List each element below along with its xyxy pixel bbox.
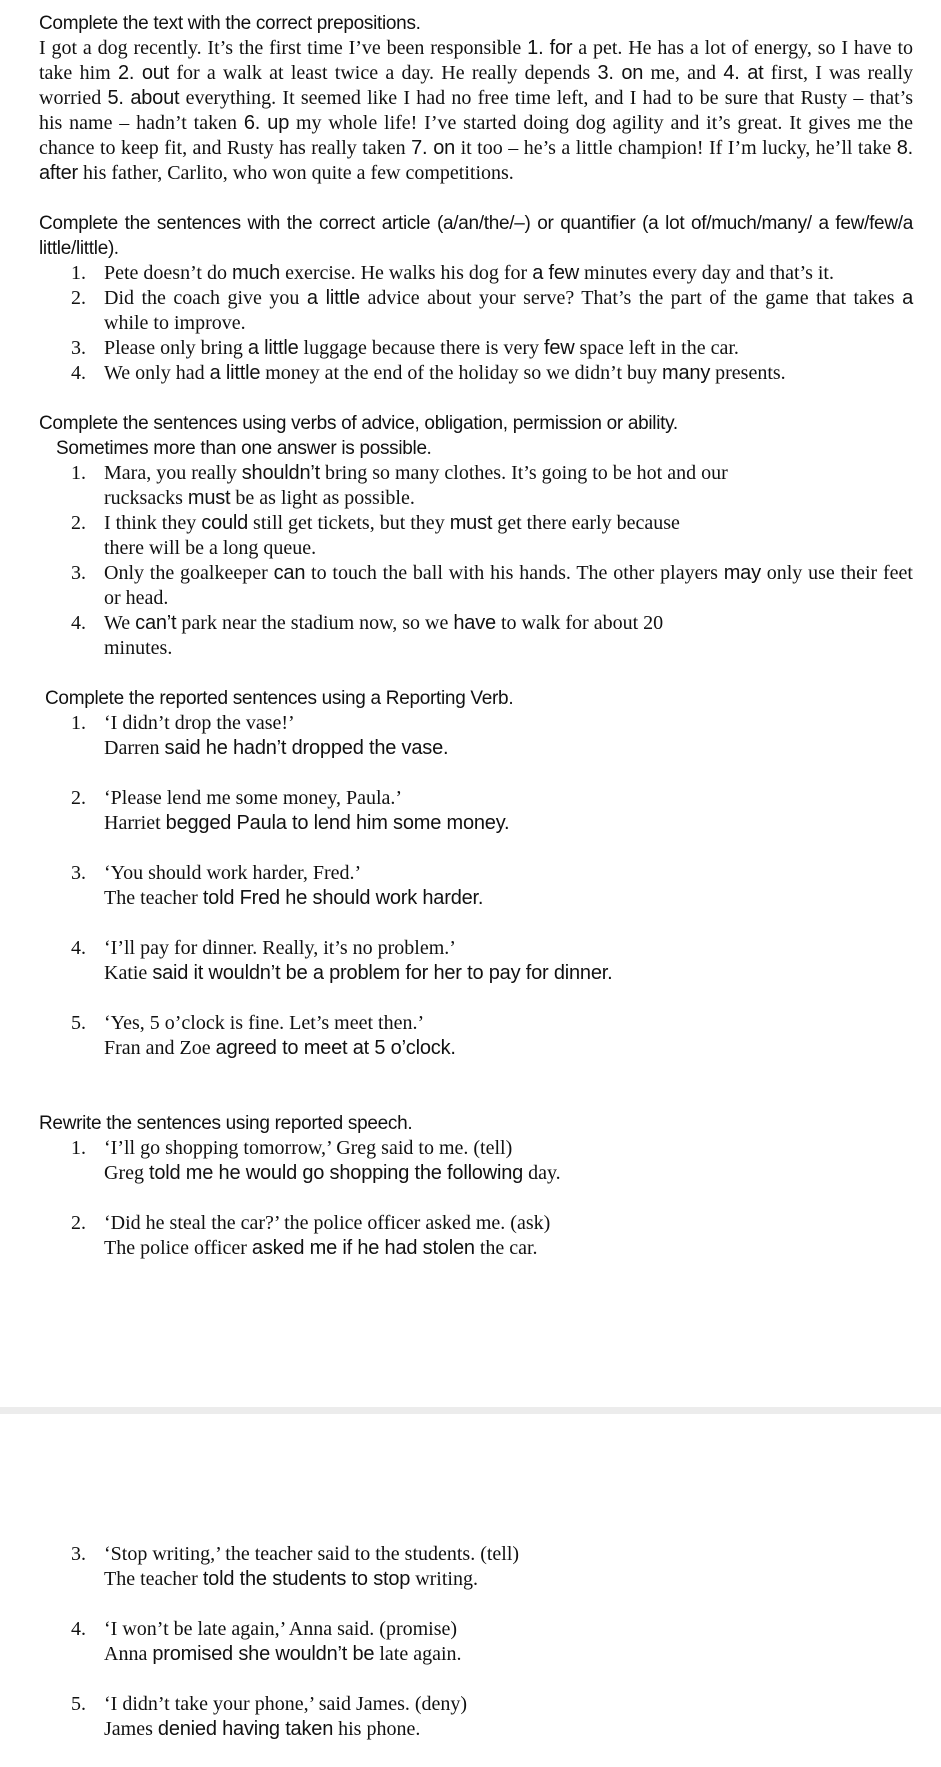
quote: ‘I’ll pay for dinner. Really, it’s no problem.’ [104,937,456,959]
list-item [39,1136,913,1186]
prepositions-heading: Complete the text with the correct prepositions. [39,13,421,34]
text-run: his phone. [333,1718,421,1740]
answer: have [453,612,496,634]
list-item [39,711,913,761]
text-run: while to improve. [104,312,246,334]
text-run: advice about your serve? That’s the part of the game that takes [359,287,903,309]
text-run: Greg [104,1162,149,1184]
answer: could [201,512,249,534]
answer: a little [209,362,261,384]
quote: ‘Yes, 5 o’clock is fine. Let’s meet then.’ [104,1012,425,1034]
answer: shouldn’t [241,462,320,484]
answer: said he hadn’t dropped the vase. [164,737,449,759]
text-run: The teacher [104,887,203,909]
prepositions-text [39,36,913,186]
answer: can’t [135,612,177,634]
item-number: 5. [71,1693,86,1715]
item-number: 5. [71,1012,86,1034]
text-run: day. [523,1162,561,1184]
text-run: minutes. [104,637,173,659]
text-run: rucksacks [104,487,188,509]
answer: told me he would go shopping the following [148,1162,524,1184]
text-run: there will be a long queue. [104,537,317,559]
reported-speech-list-continued [39,1542,913,1742]
text-run: exercise. He walks his dog for [280,262,533,284]
quote: ‘Please lend me some money, Paula.’ [104,787,403,809]
text-run: late again. [374,1643,462,1665]
item-number: 3. [71,337,86,359]
answer-7: 7. on [411,137,456,159]
list-item [39,286,913,336]
text-run: me, and [643,62,724,84]
list-item [39,1011,913,1061]
answer: much [231,262,281,284]
reporting-verb-heading: Complete the reported sentences using a Reporting Verb. [45,688,514,709]
quote: ‘You should work harder, Fred.’ [104,862,362,884]
answer: must [449,512,493,534]
list-item [39,561,913,611]
list-item [39,336,913,361]
text-run: space left in the car. [574,337,739,359]
text-run: it too – he’s a little champion! If I’m lucky, he’ll take [455,137,897,159]
prepositions-section [39,11,913,186]
modals-list [39,461,913,661]
answer-4: 4. at [723,62,764,84]
text-run: The police officer [104,1237,252,1259]
text-run: bring so many clothes. It’s going to be hot and our [320,462,728,484]
quote: ‘I didn’t take your phone,’ said James. (deny) [104,1693,468,1715]
text-run: Pete doesn’t do [104,262,232,284]
text-run: Anna [104,1643,153,1665]
answer: may [723,562,761,584]
text-run: We [104,612,136,634]
answer: a little [247,337,299,359]
text-run: park near the stadium now, so we [176,612,454,634]
list-item [39,361,913,386]
text-run: his father, Carlito, who won quite a few competitions. [78,162,514,184]
text-run: Fran and Zoe [104,1037,216,1059]
answer: a few [532,262,580,284]
item-number: 4. [71,612,86,634]
answer: must [187,487,231,509]
text-run: I got a dog recently. It’s the first time I’ve been responsible [39,37,528,59]
text-run: be as light as possible. [230,487,415,509]
item-number: 3. [71,1543,86,1565]
list-item [39,1692,913,1742]
text-run: only use their feet or head. [104,562,913,609]
text-run: luggage because there is very [298,337,544,359]
list-item [39,1542,913,1592]
answer: can [273,562,306,584]
articles-heading-text: Complete the sentences with the correct article (a/an/the/–) or quantifier (a lot of/much/many/ a few/few/a little/little) [39,213,913,259]
answer: a [902,287,913,309]
answer: said it wouldn’t be a problem for her to pay for dinner. [152,962,613,984]
answer-6: 6. up [243,112,290,134]
page-break [0,1407,941,1414]
item-number: 1. [71,462,86,484]
answer: many [662,362,711,384]
list-item [39,786,913,836]
item-number: 3. [71,862,86,884]
text-run: a pet. He has a lot of energy, so I have to take him [39,37,913,84]
quote: ‘I didn’t drop the vase!’ [104,712,295,734]
list-item [39,261,913,286]
modals-section [39,411,913,661]
text-run: I think they [104,512,202,534]
answer-2: 2. out [117,62,170,84]
reported-speech-continued [39,1542,913,1742]
text-run: first, I was really worried [39,62,914,109]
reporting-verb-section [39,686,913,1061]
list-item [39,1617,913,1667]
text-run: Please only bring [104,337,248,359]
subheading-period: . [426,438,432,459]
text-run: to touch the ball with his hands. The other players [305,562,724,584]
text-run: my whole life! I’ve started doing dog agility and it’s great. It gives me the chance to keep fit, and Rusty has really taken [39,112,913,159]
item-number: 4. [71,937,86,959]
heading-period: . [113,238,119,259]
quote: ‘I’ll go shopping tomorrow,’ Greg said to me. (tell) [104,1137,513,1159]
list-item [39,861,913,911]
text-run: Mara, you really [104,462,242,484]
text-run: for a walk at least twice a day. He really depends [169,62,598,84]
item-number: 1. [71,712,86,734]
item-number: 1. [71,1137,86,1159]
answer-1: 1. for [527,37,573,59]
articles-section [39,211,913,386]
list-item [39,511,913,561]
quote: ‘Stop writing,’ the teacher said to the students. (tell) [104,1543,520,1565]
list-item [39,1211,913,1261]
answer-8: 8. after [39,137,914,184]
text-run: everything. It seemed like I had no free time left, and I had to be sure that Rusty – that’s his name – hadn’t taken [39,87,914,134]
quote: ‘Did he steal the car?’ the police officer asked me. (ask) [104,1212,551,1234]
reported-speech-heading: Rewrite the sentences using reported speech. [39,1113,413,1134]
modals-subheading [39,436,913,461]
text-run: Harriet [104,812,166,834]
text-run: We only had [104,362,210,384]
articles-heading [39,211,913,261]
answer-3: 3. on [597,62,644,84]
item-number: 2. [71,512,86,534]
text-run: minutes every day and that’s it. [579,262,834,284]
articles-list [39,261,913,386]
item-number: 4. [71,1618,86,1640]
text-run: to walk for about 20 [495,612,664,634]
answer: denied having taken [157,1718,334,1740]
text-run: Did the coach give you [104,287,307,309]
answer-5: 5. about [107,87,180,109]
list-item [39,611,913,661]
answer: asked me if he had stolen [251,1237,475,1259]
answer: a little [306,287,360,309]
item-number: 4. [71,362,86,384]
item-number: 2. [71,1212,86,1234]
text-run: Only the goalkeeper [104,562,274,584]
text-run: James [104,1718,158,1740]
item-number: 2. [71,787,86,809]
page-2 [0,1414,941,1767]
list-item [39,936,913,986]
text-run: money at the end of the holiday so we didn’t buy [260,362,663,384]
item-number: 3. [71,562,86,584]
text-run: still get tickets, but they [248,512,450,534]
answer: few [543,337,575,359]
text-run: writing. [410,1568,478,1590]
modals-heading: Complete the sentences using verbs of advice, obligation, permission or ability. [39,413,678,434]
text-run: the car. [474,1237,538,1259]
list-item [39,461,913,511]
text-run: The teacher [104,1568,203,1590]
text-run: Darren [104,737,165,759]
text-run: get there early because [492,512,680,534]
reporting-verb-list [39,711,913,1061]
text-run: Katie [104,962,153,984]
answer: told Fred he should work harder. [202,887,484,909]
item-number: 2. [71,287,86,309]
answer: agreed to meet at 5 o’clock. [215,1037,456,1059]
item-number: 1. [71,262,86,284]
modals-subheading-text: Sometimes more than one answer is possible [56,438,427,459]
answer: promised she wouldn’t be [152,1643,375,1665]
answer: begged Paula to lend him some money. [165,812,510,834]
quote: ‘I won’t be late again,’ Anna said. (promise) [104,1618,458,1640]
answer: told the students to stop [202,1568,411,1590]
text-run: presents. [710,362,786,384]
reported-speech-section [39,1111,913,1261]
reported-speech-list [39,1136,913,1261]
